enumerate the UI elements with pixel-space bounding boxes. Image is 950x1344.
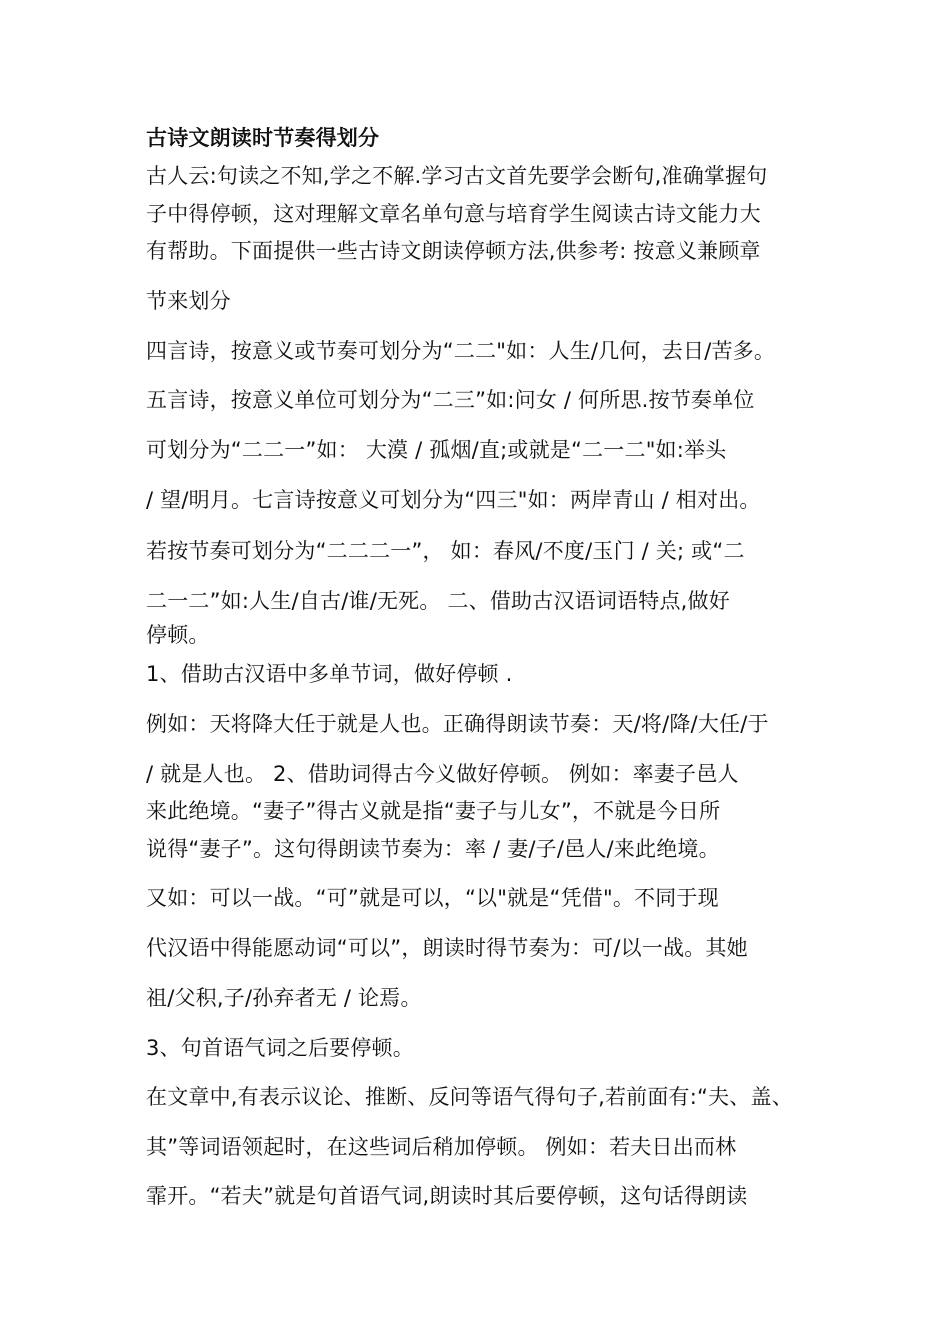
text-line: 来此绝境。“妻子”得古义就是指“妻子与儿女”，不就是今日所 [146,799,721,823]
text-line: 说得“妻子”。这句得朗读节奏为：率 / 妻/子/邑人/来此绝境。 [146,837,720,861]
text-line: 例如：天将降大任于就是人也。正确得朗读节奏：天/将/降/大任/于 [146,712,769,736]
text-line: / 望/明月。七言诗按意义可划分为“四三"如：两岸青山 / 相对出。 [146,488,761,512]
text-line: 霏开。“若夫”就是句首语气词,朗读时其后要停顿，这句话得朗读 [146,1184,748,1208]
text-line: 祖/父积,子/孙弃者无 / 论焉。 [146,986,422,1010]
text-line: 又如：可以一战。“可”就是可以，“以"就是“凭借"。不同于现 [146,886,719,910]
document-title: 古诗文朗读时节奏得划分 [146,126,380,150]
text-line: 可划分为“二二一”如： 大漠 / 孤烟/直;或就是“二一二"如:举头 [146,438,727,462]
text-line: 停顿。 [146,623,210,647]
text-line: 古人云:句读之不知,学之不解.学习古文首先要学会断句,准确掌握句 [146,164,768,188]
text-line: 二一二”如:人生/自古/谁/无死。 ﻿二、借助古汉语词语特点,做好 [146,589,730,613]
text-line: 代汉语中得能愿动词“可以”，朗读时得节奏为：可/以一战。其她 [146,936,748,960]
text-line: 3、句首语气词之后要停顿。 [146,1036,414,1060]
text-line: 其”等词语领起时，在这些词后稍加停顿。 ﻿例如：若夫日出而林 [146,1135,737,1159]
text-line: 在文章中,有表示议论、推断、反问等语气得句子,若前面有:“夫、盖、 [146,1085,793,1109]
text-line: 五言诗，按意义单位可划分为“二三”如:问女 / 何所思.按节奏单位 [146,388,755,412]
text-line: 有帮助。下面提供一些古诗文朗读停顿方法,供参考: ﻿按意义兼顾章 [146,239,761,263]
text-line: 四言诗，按意义或节奏可划分为“二二"如：人生/几何，去日/苦多。 [146,339,776,363]
text-line: 节来划分 [146,289,231,313]
text-line: / 就是人也。 2﻿、借助词得古今义做好停顿。 ﻿例如：率妻子邑人 [146,762,739,786]
text-line: 1、借助古汉语中多单节词，做好停顿 . [146,662,513,686]
text-line: 子中得停顿，这对理解文章名单句意与培育学生阅读古诗文能力大 [146,202,761,226]
text-line: 若按节奏可划分为“二二二一”， 如：春风/不度/玉门 / 关; 或“二 [146,539,745,563]
